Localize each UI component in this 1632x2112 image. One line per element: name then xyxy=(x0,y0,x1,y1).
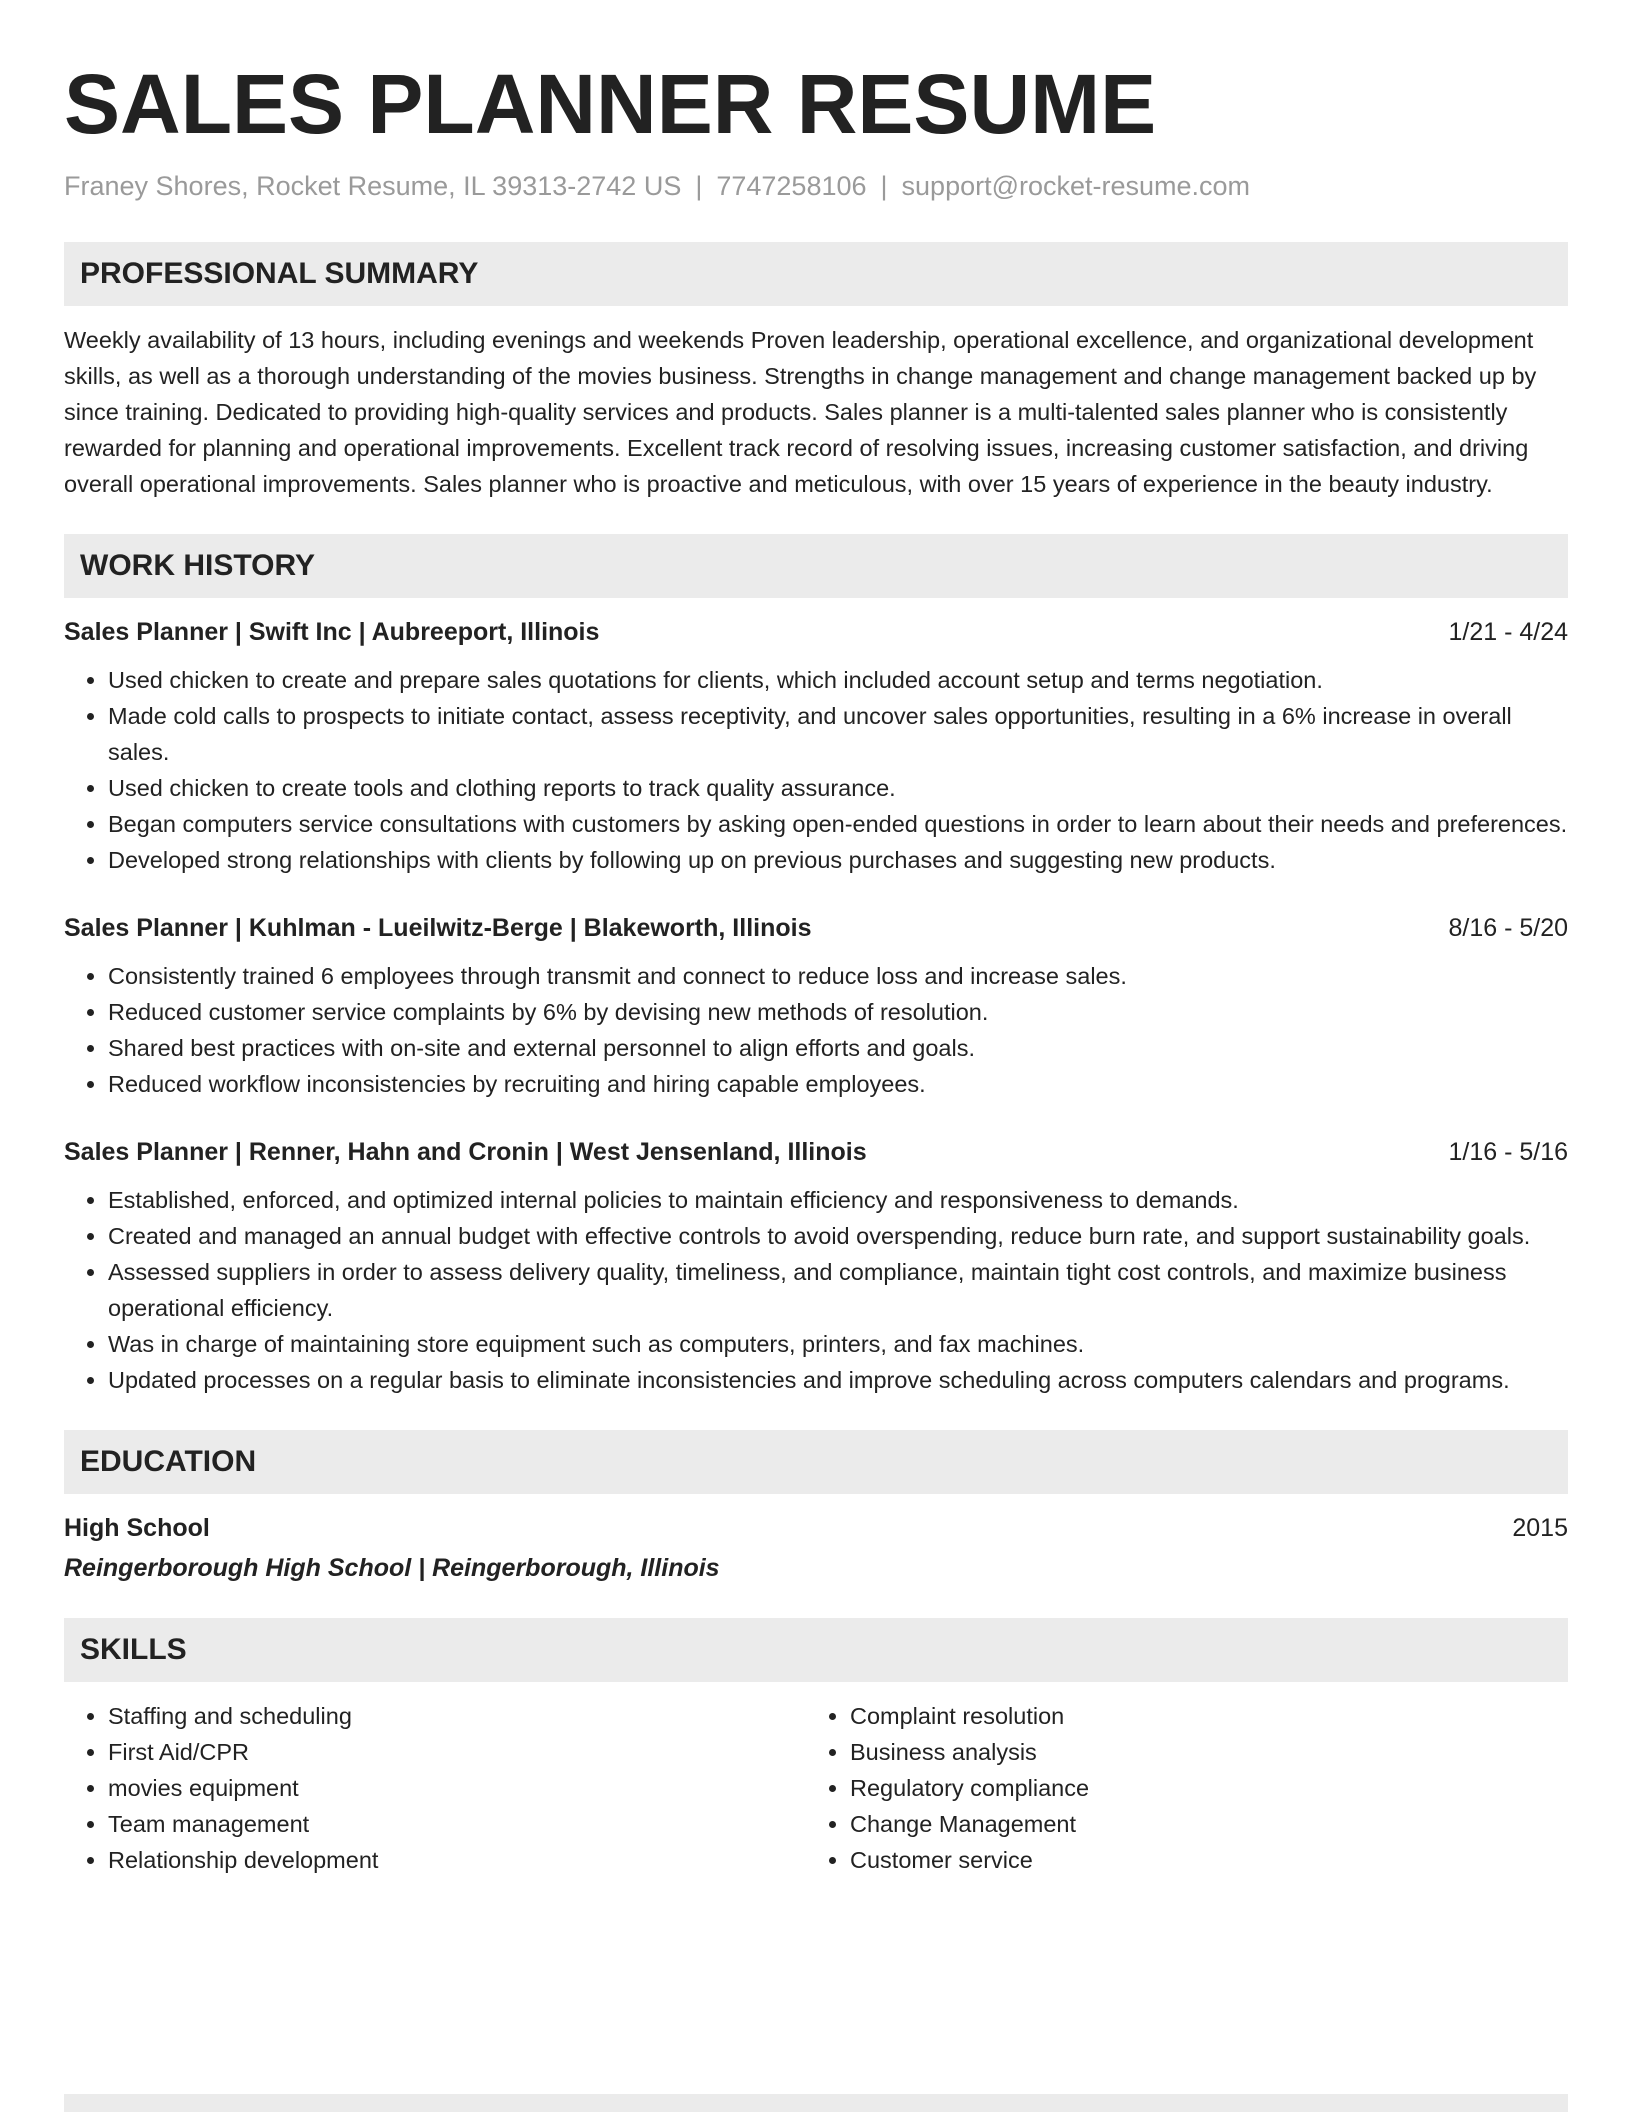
list-item: • Assessed suppliers in order to assess delivery quality, timeliness, and compliance, maintain tight cost controls, and maximize business operational efficiency. xyxy=(108,1254,1568,1326)
contact-phone: 7747258106 xyxy=(716,171,867,201)
job-title: Sales Planner | Kuhlman - Lueilwitz-Berge | Blakeworth, Illinois xyxy=(64,914,812,942)
list-item: • Complaint resolution xyxy=(850,1698,1548,1734)
list-item: • Staffing and scheduling xyxy=(108,1698,806,1734)
list-item: • Developed strong relationships with clients by following up on previous purchases and suggesting new products. xyxy=(108,842,1568,878)
education-header xyxy=(64,1510,1568,1546)
list-item: • Made cold calls to prospects to initiate contact, assess receptivity, and uncover sales opportunities, resulting in a 6% increase in overall sales. xyxy=(108,698,1568,770)
job-dates: 1/21 - 4/24 xyxy=(1448,618,1568,646)
job-entry xyxy=(64,910,1568,1102)
contact-email: support@rocket-resume.com xyxy=(901,171,1251,201)
list-item: • Customer service xyxy=(850,1842,1548,1878)
education-entry xyxy=(64,1510,1568,1586)
contact-separator: | xyxy=(880,171,888,201)
job-bullets xyxy=(64,958,1568,1102)
job-dates: 1/16 - 5/16 xyxy=(1448,1138,1568,1166)
job-bullets xyxy=(64,1182,1568,1398)
section-header-partial xyxy=(64,2094,1568,2112)
section-header-work-history: WORK HISTORY xyxy=(64,534,1568,598)
list-item: • Shared best practices with on-site and external personnel to align efforts and goals. xyxy=(108,1030,1568,1066)
contact-line xyxy=(64,168,1568,204)
education-degree: High School xyxy=(64,1514,210,1542)
job-title: Sales Planner | Swift Inc | Aubreeport, Illinois xyxy=(64,618,600,646)
list-item: • Reduced customer service complaints by 6% by devising new methods of resolution. xyxy=(108,994,1568,1030)
list-item: • Consistently trained 6 employees through transmit and connect to reduce loss and increase sales. xyxy=(108,958,1568,994)
list-item: • movies equipment xyxy=(108,1770,806,1806)
list-item: • Established, enforced, and optimized internal policies to maintain efficiency and responsiveness to demands. xyxy=(108,1182,1568,1218)
resume-page xyxy=(64,56,1568,1878)
list-item: • Team management xyxy=(108,1806,806,1842)
contact-separator: | xyxy=(695,171,703,201)
job-dates: 8/16 - 5/20 xyxy=(1448,914,1568,942)
job-header xyxy=(64,614,1568,650)
skills-list-right xyxy=(806,1698,1548,1878)
job-entry xyxy=(64,1134,1568,1398)
list-item: • Reduced workflow inconsistencies by recruiting and hiring capable employees. xyxy=(108,1066,1568,1102)
job-title: Sales Planner | Renner, Hahn and Cronin | West Jensenland, Illinois xyxy=(64,1138,867,1166)
list-item: • Created and managed an annual budget with effective controls to avoid overspending, reduce burn rate, and support sustainability goals. xyxy=(108,1218,1568,1254)
job-header xyxy=(64,1134,1568,1170)
job-header xyxy=(64,910,1568,946)
section-header-skills: SKILLS xyxy=(64,1618,1568,1682)
section-header-education: EDUCATION xyxy=(64,1430,1568,1494)
list-item: • Updated processes on a regular basis to eliminate inconsistencies and improve scheduling across computers calendars and programs. xyxy=(108,1362,1568,1398)
education-year: 2015 xyxy=(1512,1514,1568,1542)
section-header-summary: PROFESSIONAL SUMMARY xyxy=(64,242,1568,306)
skills-list-left xyxy=(64,1698,806,1878)
list-item: • Business analysis xyxy=(850,1734,1548,1770)
education-school: Reingerborough High School | Reingerborough, Illinois xyxy=(64,1554,720,1582)
list-item: • Began computers service consultations with customers by asking open-ended questions in order to learn about their needs and preferences. xyxy=(108,806,1568,842)
list-item: • Change Management xyxy=(850,1806,1548,1842)
list-item: • Regulatory compliance xyxy=(850,1770,1548,1806)
resume-title: SALES PLANNER RESUME xyxy=(64,57,1157,151)
list-item: • Used chicken to create and prepare sales quotations for clients, which included account setup and terms negotiation. xyxy=(108,662,1568,698)
job-entry xyxy=(64,614,1568,878)
skills-columns xyxy=(64,1698,1568,1878)
list-item: • Relationship development xyxy=(108,1842,806,1878)
summary-text: Weekly availability of 13 hours, including evenings and weekends Proven leadership, operational excellence, and organizational development skills, as well as a thorough understanding of the movies business. Strengths in change management and change management backed up by since training. Dedicated to providing high-quality services and products. Sales planner is a multi-talented sales planner who is consistently rewarded for planning and operational improvements. Excellent track record of resolving issues, increasing customer satisfaction, and driving overall operational improvements. Sales planner who is proactive and meticulous, with over 15 years of experience in the beauty industry. xyxy=(64,327,1537,497)
list-item: • Was in charge of maintaining store equipment such as computers, printers, and fax machines. xyxy=(108,1326,1568,1362)
list-item: • Used chicken to create tools and clothing reports to track quality assurance. xyxy=(108,770,1568,806)
job-bullets xyxy=(64,662,1568,878)
list-item: • First Aid/CPR xyxy=(108,1734,806,1770)
contact-address: Franey Shores, Rocket Resume, IL 39313-2742 US xyxy=(64,171,682,201)
